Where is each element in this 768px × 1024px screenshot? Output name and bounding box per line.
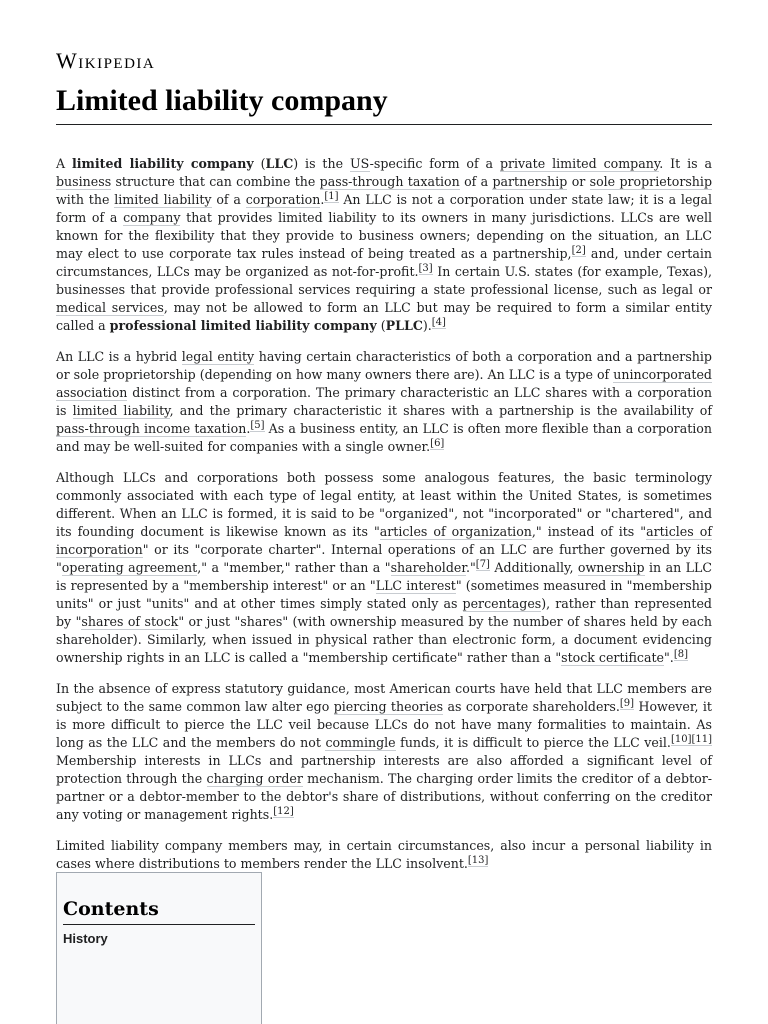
bold-term: LLC — [265, 156, 294, 171]
text-run: . It is a — [659, 156, 712, 171]
article-link[interactable]: unincorporated association — [56, 367, 712, 400]
article-link[interactable]: limited liability — [114, 192, 212, 207]
paragraph — [56, 837, 712, 873]
article-link[interactable]: articles of organization — [379, 524, 532, 539]
page-title: Limited liability company — [56, 84, 712, 125]
text-run: mechanism. The charging order limits the creditor of a debtor-partner or a debtor-member to the debtor's share of distributions, without conferring on the creditor any voting or management rights. — [56, 771, 712, 822]
article-link[interactable]: shares of stock — [81, 614, 179, 629]
citation-link[interactable]: [4] — [431, 316, 446, 328]
citation-link[interactable]: [5] — [250, 419, 265, 431]
text-run: ." — [466, 560, 476, 575]
text-run: Although LLCs and corporations both possess some analogous features, the basic terminology commonly associated with each type of legal entity, at least within the United States, is sometimes different. When an LLC is formed, it is said to be "organized", not "incorporated" or "chartered", and its founding document is likewise known as its " — [56, 470, 712, 539]
article-link[interactable]: pass-through taxation — [319, 174, 460, 189]
text-run: -specific form of a — [369, 156, 500, 171]
text-run: , may not be allowed to form an LLC but may be required to form a similar entity called a — [56, 300, 713, 333]
citation-link[interactable]: [12] — [273, 805, 294, 817]
paragraph — [56, 348, 712, 456]
article-link[interactable]: US — [349, 156, 370, 171]
text-run: In certain U.S. states (for example, Texas), businesses that provide professional services requiring a state professional license, such as legal or — [56, 264, 712, 297]
paragraph — [56, 155, 712, 335]
article-link[interactable]: partnership — [492, 174, 568, 189]
citation-link[interactable]: [13] — [467, 854, 489, 866]
text-run: In the absence of express statutory guidance, most American courts have held that LLC members are subject to the same common law alter ego — [56, 681, 712, 714]
article-link[interactable]: operating agreement — [61, 560, 198, 575]
article-link[interactable]: percentages — [462, 596, 542, 611]
text-run: ," instead of its " — [531, 524, 647, 539]
text-run: . — [246, 421, 251, 436]
text-run: A — [56, 156, 72, 171]
article-link[interactable]: charging order — [206, 771, 303, 786]
text-run: , and the primary characteristic it shares with a partnership is the availability of — [169, 403, 712, 418]
citation-link[interactable]: [2] — [571, 244, 586, 256]
wikipedia-logo[interactable]: Wikipedia — [56, 48, 156, 73]
text-run: As a business entity, an LLC is often more flexible than a corporation and may be well-suited for companies with a single owner. — [56, 421, 712, 454]
text-run: ". — [664, 650, 674, 665]
text-run: Additionally, — [489, 560, 578, 575]
citation-link[interactable]: [7] — [475, 558, 490, 570]
article-link[interactable]: LLC interest — [375, 578, 456, 593]
article-link[interactable]: medical services — [56, 300, 164, 315]
text-run: " or just "shares" (with ownership measured by the number of shares held by each shareholder). Similarly, when issued in physical rather than electronic form, a document evidencing ownership rights in an LLC is called a "membership certificate" rather than a " — [56, 614, 713, 665]
citation-link[interactable]: [6] — [430, 437, 445, 449]
text-run: ," a "member," rather than a " — [197, 560, 391, 575]
text-run: However, it is more difficult to pierce the LLC veil because LLCs do not have many formalities to maintain. As long as the LLC and the members do not — [56, 699, 712, 750]
citation-link[interactable]: [1] — [324, 190, 339, 202]
article-link[interactable]: corporation — [245, 192, 321, 207]
text-run: with the — [56, 192, 115, 207]
text-run: in an LLC is represented by a "membership interest" or an " — [56, 560, 713, 593]
citation-link[interactable]: [10] — [670, 733, 692, 745]
citation-link[interactable]: [3] — [418, 262, 433, 274]
citation-link[interactable]: [9] — [619, 697, 635, 709]
text-run: ) is the — [293, 156, 350, 171]
text-run: funds, it is difficult to pierce the LLC veil. — [395, 735, 671, 750]
text-run: Limited liability company members may, in certain circumstances, also incur a personal liability in cases where distributions to members render the LLC insolvent. — [56, 838, 712, 871]
bold-term: PLLC — [385, 318, 423, 333]
text-run: " or its "corporate charter". Internal operations of an LLC are further governed by its " — [56, 542, 712, 575]
article-link[interactable]: sole proprietorship — [589, 174, 713, 189]
article-link[interactable]: commingle — [325, 735, 396, 750]
bold-term: professional limited liability company — [109, 318, 377, 333]
bold-term: limited liability company — [71, 156, 254, 171]
article-link[interactable]: pass-through income taxation — [56, 421, 247, 436]
paragraph — [56, 680, 712, 824]
text-run: Membership interests in LLCs and partnership interests are also afforded a significant level of protection through the — [56, 753, 712, 786]
text-run: ), rather than represented by " — [56, 596, 712, 629]
article-link[interactable]: private limited company — [499, 156, 660, 171]
text-run: An LLC is not a corporation under state law; it is a legal form of a — [56, 192, 712, 225]
toc-item-history[interactable]: History — [63, 931, 108, 946]
article-link[interactable]: articles of incorporation — [56, 524, 712, 557]
text-run: or — [567, 174, 590, 189]
text-run: ( — [253, 156, 266, 171]
text-run: An LLC is a hybrid — [56, 349, 182, 364]
article-link[interactable]: stock certificate — [561, 650, 665, 665]
article-link[interactable]: company — [123, 210, 181, 225]
toc-title: Contents — [63, 898, 255, 925]
citation-link[interactable]: [8] — [673, 648, 688, 660]
text-run: having certain characteristics of both a corporation and a partnership or sole proprietorship (depending on how many owners there are). An LLC is a type of — [56, 349, 712, 382]
citation-link[interactable]: [11] — [691, 733, 712, 745]
text-run: distinct from a corporation. The primary characteristic an LLC shares with a corporation is — [56, 385, 712, 418]
article-link[interactable]: limited liability — [72, 403, 170, 418]
text-run: and, under certain circumstances, LLCs may be organized as not-for-profit. — [56, 246, 712, 279]
text-run: " (sometimes measured in "membership units" or just "units" and at other times simply stated only as — [56, 578, 712, 611]
article-link[interactable]: ownership — [577, 560, 645, 575]
text-run: ). — [422, 318, 432, 333]
text-run: structure that can combine the — [111, 174, 320, 189]
table-of-contents — [56, 872, 262, 1024]
text-run: of a — [459, 174, 493, 189]
text-run: of a — [211, 192, 246, 207]
paragraph — [56, 469, 712, 667]
article-link[interactable]: business — [56, 174, 112, 189]
article-link[interactable]: legal entity — [181, 349, 255, 364]
article-link[interactable]: shareholder — [390, 560, 466, 575]
article-link[interactable]: piercing theories — [333, 699, 444, 714]
text-run: as corporate shareholders. — [443, 699, 620, 714]
article-body — [56, 155, 712, 886]
text-run: . — [320, 192, 325, 207]
text-run: ( — [376, 318, 386, 333]
text-run: that provides limited liability to its owners in many jurisdictions. LLCs are well known for the flexibility that they provide to business owners; depending on the situation, an LLC may elect to use corporate tax rules instead of being treated as a partnership, — [56, 210, 712, 261]
